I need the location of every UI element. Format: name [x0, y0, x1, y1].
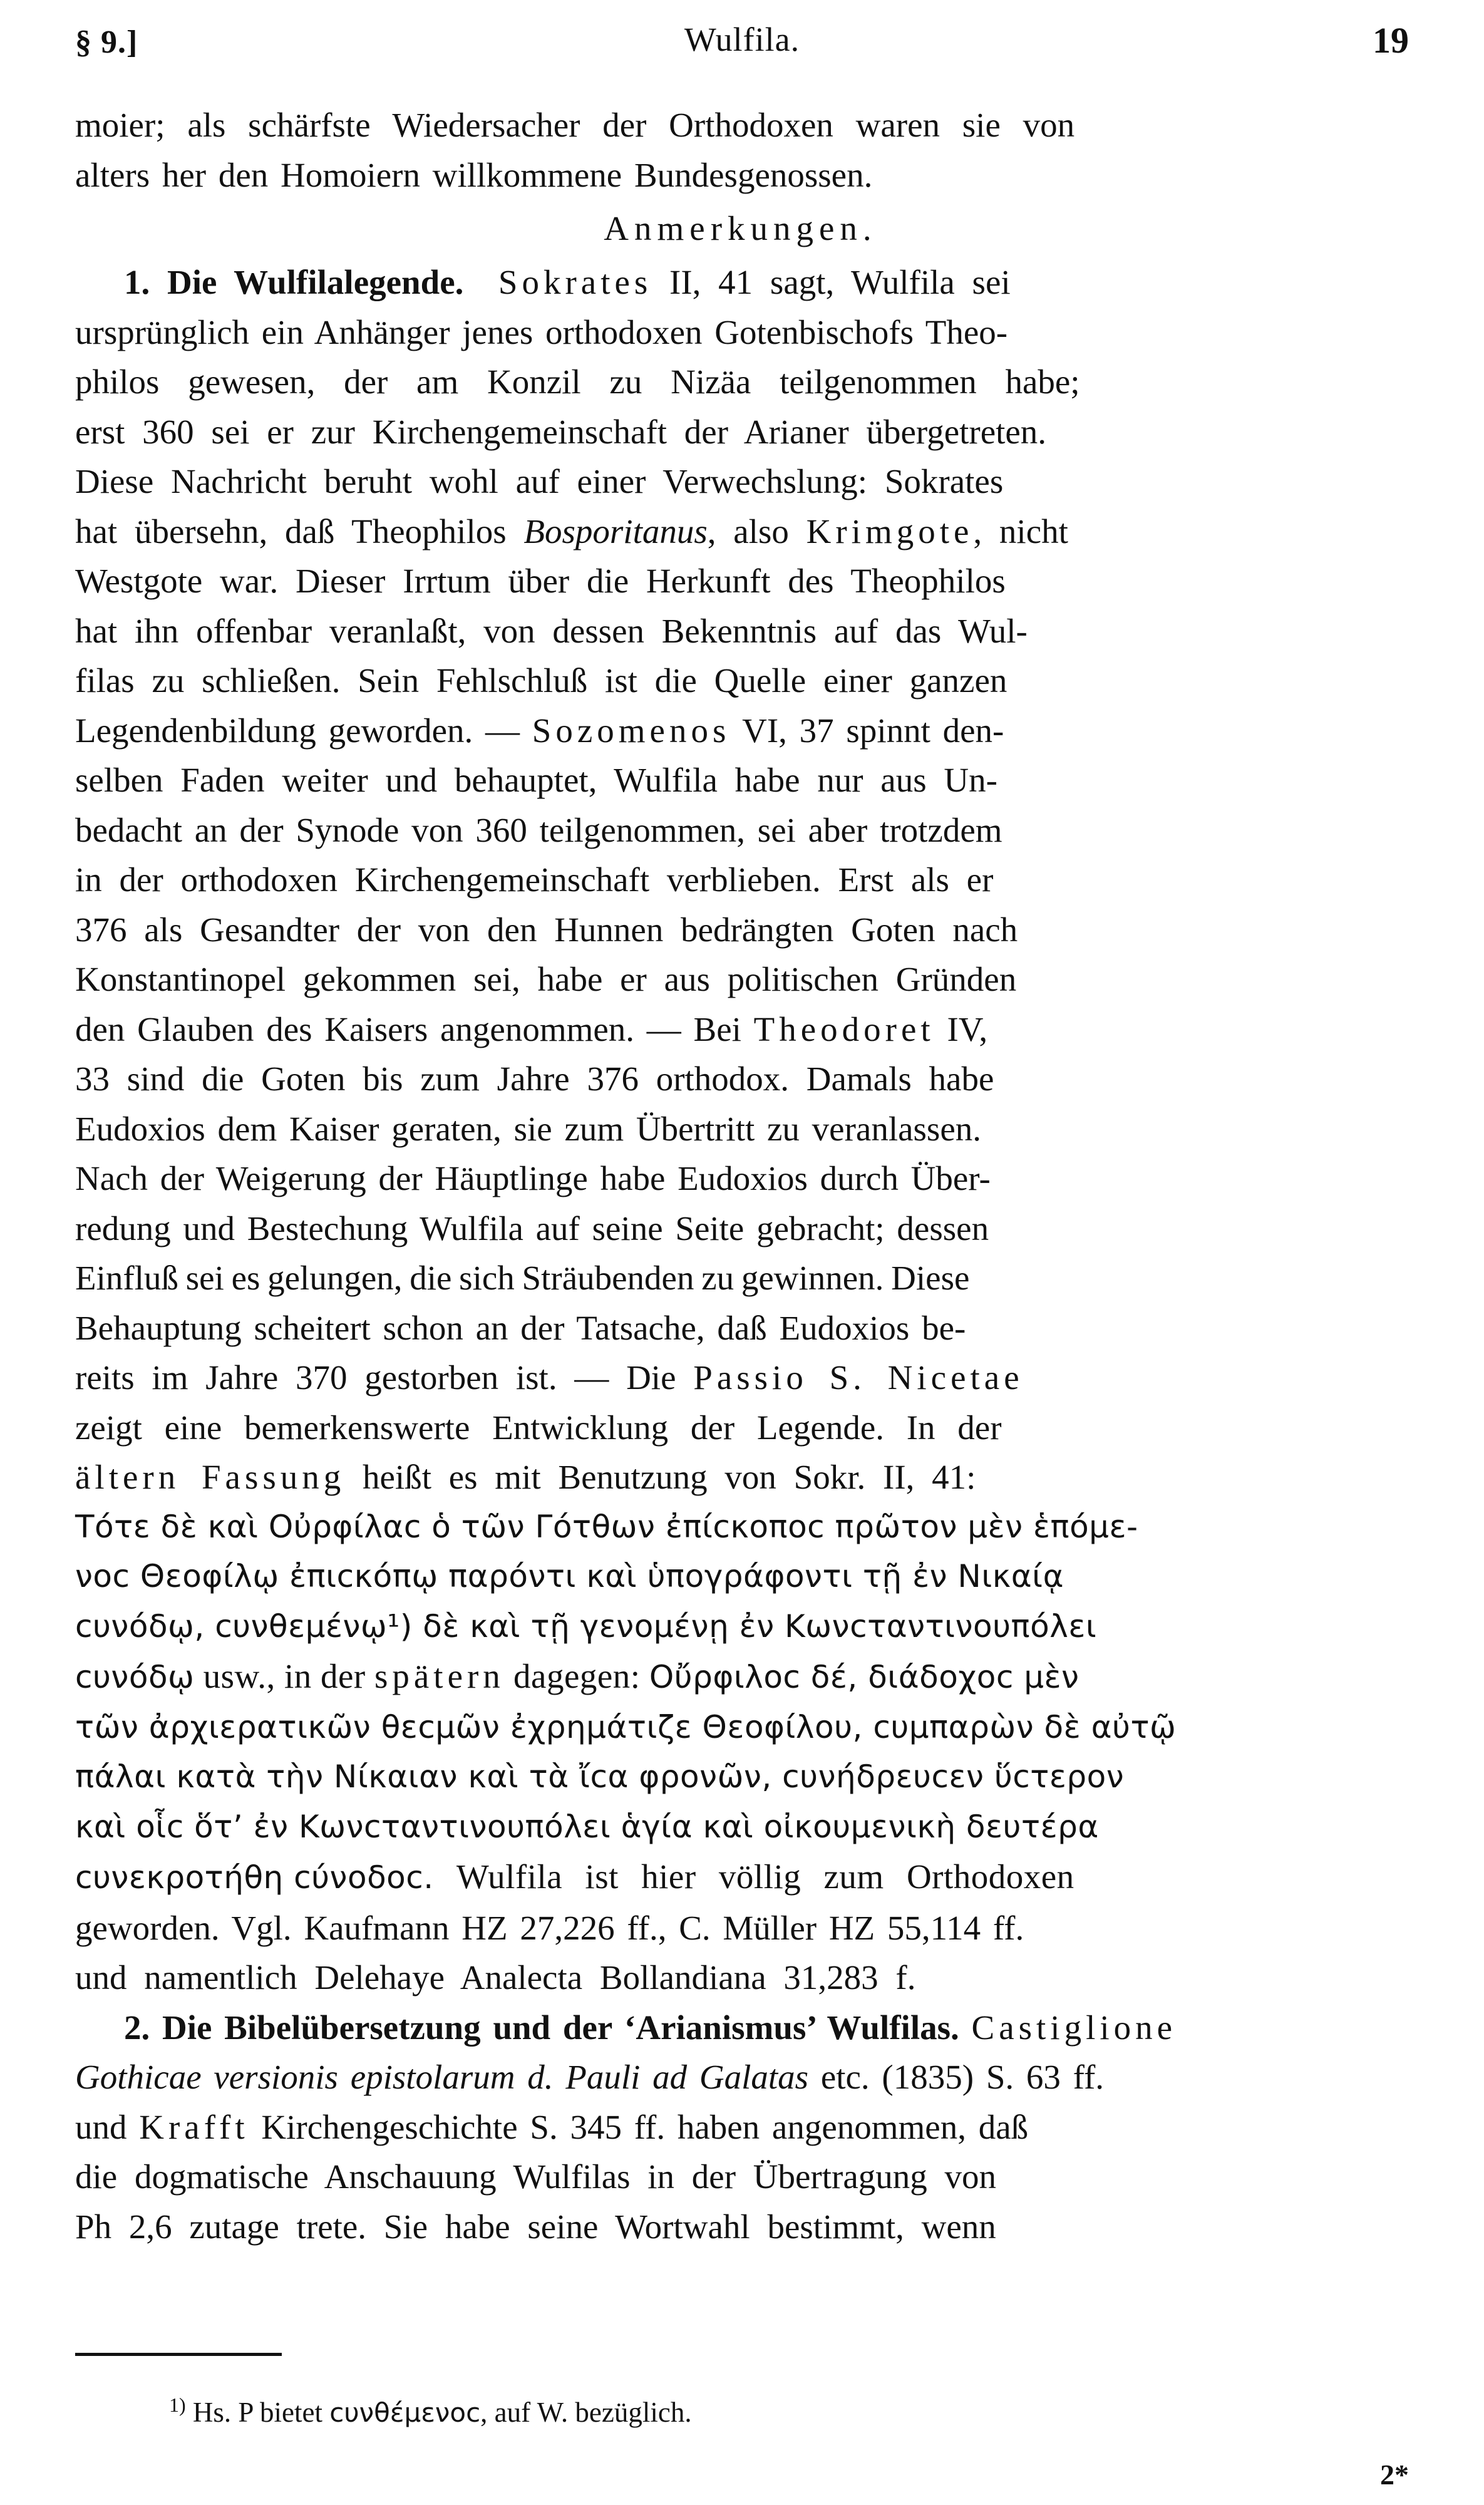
text-run: , also	[707, 512, 806, 550]
note-2-title: 2. Die Bibelübersetzung und der ‘Arianismus’ Wulfilas.	[124, 2008, 959, 2047]
german-run: usw., in der	[194, 1657, 374, 1695]
text-run: den Glauben des Kaisers angenommen. — Bei	[75, 1010, 754, 1048]
greek-run: ϲυνόδῳ	[75, 1659, 195, 1695]
section-marker: § 9.]	[75, 24, 138, 60]
note-1	[75, 257, 1406, 2003]
footnote	[75, 2386, 1409, 2432]
text-line: zeigt eine bemerkenswerte Entwicklung der Legende. In der	[75, 1408, 1002, 1447]
greek-run: ϲυνθέμενοϲ	[329, 2397, 481, 2428]
text-run: VI, 37 spinnt den-	[730, 711, 1004, 750]
greek-quote-line: Τότε δὲ καὶ Οὐρφίλαϲ ὁ τῶν Γότθων ἐπίϲκοποϲ πρῶτον μὲν ἑπόμε-	[75, 1508, 1138, 1545]
continued-paragraph	[75, 100, 1406, 200]
text-line: Einfluß sei es gelungen, die sich Sträubenden zu gewinnen. Diese	[75, 1259, 970, 1297]
footnote-separator	[75, 2353, 282, 2356]
text-line: alters her den Homoiern willkommene Bundesgenossen.	[75, 155, 873, 194]
text-line: ursprünglich ein Anhänger jenes orthodoxen Gotenbischofs Theo-	[75, 312, 1008, 351]
text-run: , auf W. bezüglich.	[480, 2397, 692, 2428]
text-line: Behauptung scheitert schon an der Tatsache, daß Eudoxios be-	[75, 1308, 966, 1347]
text-run: etc. (1835) S. 63 ff.	[808, 2058, 1105, 2096]
greek-quote-line: καὶ οἷϲ ὅτ’ ἐν Κωνϲταντινουπόλει ἁγία καὶ οἰκουμενικὴ δευτέρα	[75, 1808, 1099, 1845]
text-column	[75, 100, 1406, 2251]
text-line: filas zu schließen. Sein Fehlschluß ist die Quelle einer ganzen	[75, 661, 1007, 700]
latin-term: Bosporitanus	[523, 512, 708, 550]
text-run: II, 41 sagt, Wulfila sei	[652, 263, 1011, 301]
text-line: erst 360 sei er zur Kirchengemeinschaft der Arianer übergetreten.	[75, 412, 1047, 451]
text-line: selben Faden weiter und behauptet, Wulfila habe nur aus Un-	[75, 761, 997, 799]
german-run: Wulfila ist hier völlig zum Orthodoxen	[433, 1857, 1074, 1896]
text-line: in der orthodoxen Kirchengemeinschaft verblieben. Erst als er	[75, 860, 994, 899]
text-line: Ph 2,6 zutage trete. Sie habe seine Wortwahl bestimmt, wenn	[75, 2207, 996, 2246]
page-number: 19	[1373, 20, 1409, 61]
text-line	[75, 1353, 1406, 1403]
text-run: Kirchengeschichte S. 345 ff. haben angenommen, daß	[249, 2107, 1029, 2146]
text-line: hat ihn offenbar veranlaßt, von dessen Bekenntnis auf das Wul-	[75, 611, 1028, 650]
text-line: Eudoxios dem Kaiser geraten, sie zum Übertritt zu veranlassen.	[75, 1109, 981, 1148]
text-line	[75, 2102, 1406, 2152]
text-line: 33 sind die Goten bis zum Jahre 376 orthodox. Damals habe	[75, 1060, 994, 1098]
running-head	[75, 20, 1409, 79]
text-line	[75, 2003, 1406, 2053]
section-heading: Anmerkungen.	[604, 209, 877, 247]
note-1-title: 1. Die Wulfilalegende.	[124, 263, 464, 301]
text-line	[75, 706, 1406, 756]
note-2	[75, 2003, 1406, 2252]
text-line	[75, 2052, 1406, 2102]
text-line: bedacht an der Synode von 360 teilgenommen, sei aber trotzdem	[75, 810, 1002, 849]
text-line: moier; als schärfste Wiedersacher der Orthodoxen waren sie von	[75, 106, 1075, 144]
text-run: und	[75, 2107, 140, 2146]
text-line	[75, 1005, 1406, 1055]
signature-mark: 2*	[1380, 2459, 1409, 2491]
footnote-marker: 1)	[169, 2394, 186, 2416]
greek-run: Οὔρφιλοϲ δέ, διάδοχοϲ μὲν	[649, 1659, 1080, 1695]
greek-german-mixed-line	[75, 1651, 1406, 1703]
bibliography-line: geworden. Vgl. Kaufmann HZ 27,226 ff., C. Müller HZ 55,114 ff.	[75, 1908, 1024, 1947]
greek-quote-line: πάλαι κατὰ τὴν Νίκαιαν καὶ τὰ ἴϲα φρονῶν, ϲυνήδρευϲεν ὕϲτερον	[75, 1759, 1125, 1795]
emphasized-term: ältern Fassung	[75, 1458, 346, 1496]
text-line: redung und Bestechung Wulfila auf seine Seite gebracht; dessen	[75, 1209, 989, 1247]
greek-quote-line: ϲυνόδῳ, ϲυνθεμένῳ¹) δὲ καὶ τῇ γενομένῃ ἐν Κωνϲταντινουπόλει	[75, 1608, 1097, 1645]
text-line	[75, 257, 1406, 307]
text-line	[75, 1452, 1406, 1502]
text-line: Nach der Weigerung der Häuptlinge habe Eudoxios durch Über-	[75, 1159, 991, 1197]
cited-author: Sokrates	[498, 263, 652, 301]
emphasized-term: spätern	[374, 1657, 505, 1695]
text-line: 376 als Gesandter der von den Hunnen bedrängten Goten nach	[75, 910, 1018, 949]
text-line: die dogmatische Anschauung Wulfilas in der Übertragung von	[75, 2157, 996, 2196]
page-title: Wulfila.	[684, 21, 800, 58]
emphasized-term: Krimgote	[806, 512, 974, 550]
footnote-text	[75, 2394, 692, 2428]
text-run: hat übersehn, daß Theophilos	[75, 512, 524, 550]
cited-author: Castiglione	[971, 2008, 1177, 2047]
text-run: IV,	[934, 1010, 988, 1048]
greek-quote-line: τῶν ἀρχιερατικῶν θεϲμῶν ἐχρημάτιζε Θεοφίλου, ϲυμπαρὼν δὲ αὐτῷ	[75, 1708, 1177, 1745]
text-run: Legendenbildung geworden. —	[75, 711, 532, 750]
text-run: , nicht	[973, 512, 1068, 550]
bibliography-line: und namentlich Delehaye Analecta Bollandiana 31,283 f.	[75, 1958, 916, 1996]
text-line: Westgote war. Dieser Irrtum über die Herkunft des Theophilos	[75, 562, 1006, 600]
greek-german-mixed-line	[75, 1852, 1406, 1903]
text-run: reits im Jahre 370 gestorben ist. — Die	[75, 1358, 694, 1397]
cited-author: Krafft	[139, 2107, 249, 2146]
greek-run: ϲυνεκροτήθη ϲύνοδοϲ.	[75, 1859, 434, 1896]
cited-author: Theodoret	[753, 1010, 935, 1048]
text-line: philos gewesen, der am Konzil zu Nizäa teilgenommen habe;	[75, 363, 1080, 401]
cited-work-title: Gothicae versionis epistolarum d. Pauli ad Galatas	[75, 2058, 809, 2096]
greek-quote-line: νοϲ Θεοφίλῳ ἐπιϲκόπῳ παρόντι καὶ ὑπογράφοντι τῇ ἐν Νικαίᾳ	[75, 1558, 1064, 1594]
text-run: heißt es mit Benutzung von Sokr. II, 41:	[345, 1458, 976, 1496]
text-line: Konstantinopel gekommen sei, habe er aus politischen Gründen	[75, 960, 1017, 998]
german-run: dagegen:	[504, 1657, 649, 1695]
text-run: Hs. P bietet	[185, 2397, 330, 2428]
cited-work: Passio S. Nicetae	[693, 1358, 1024, 1397]
text-line	[75, 507, 1406, 557]
cited-author: Sozomenos	[532, 711, 731, 750]
text-line: Diese Nachricht beruht wohl auf einer Verwechslung: Sokrates	[75, 462, 1004, 500]
